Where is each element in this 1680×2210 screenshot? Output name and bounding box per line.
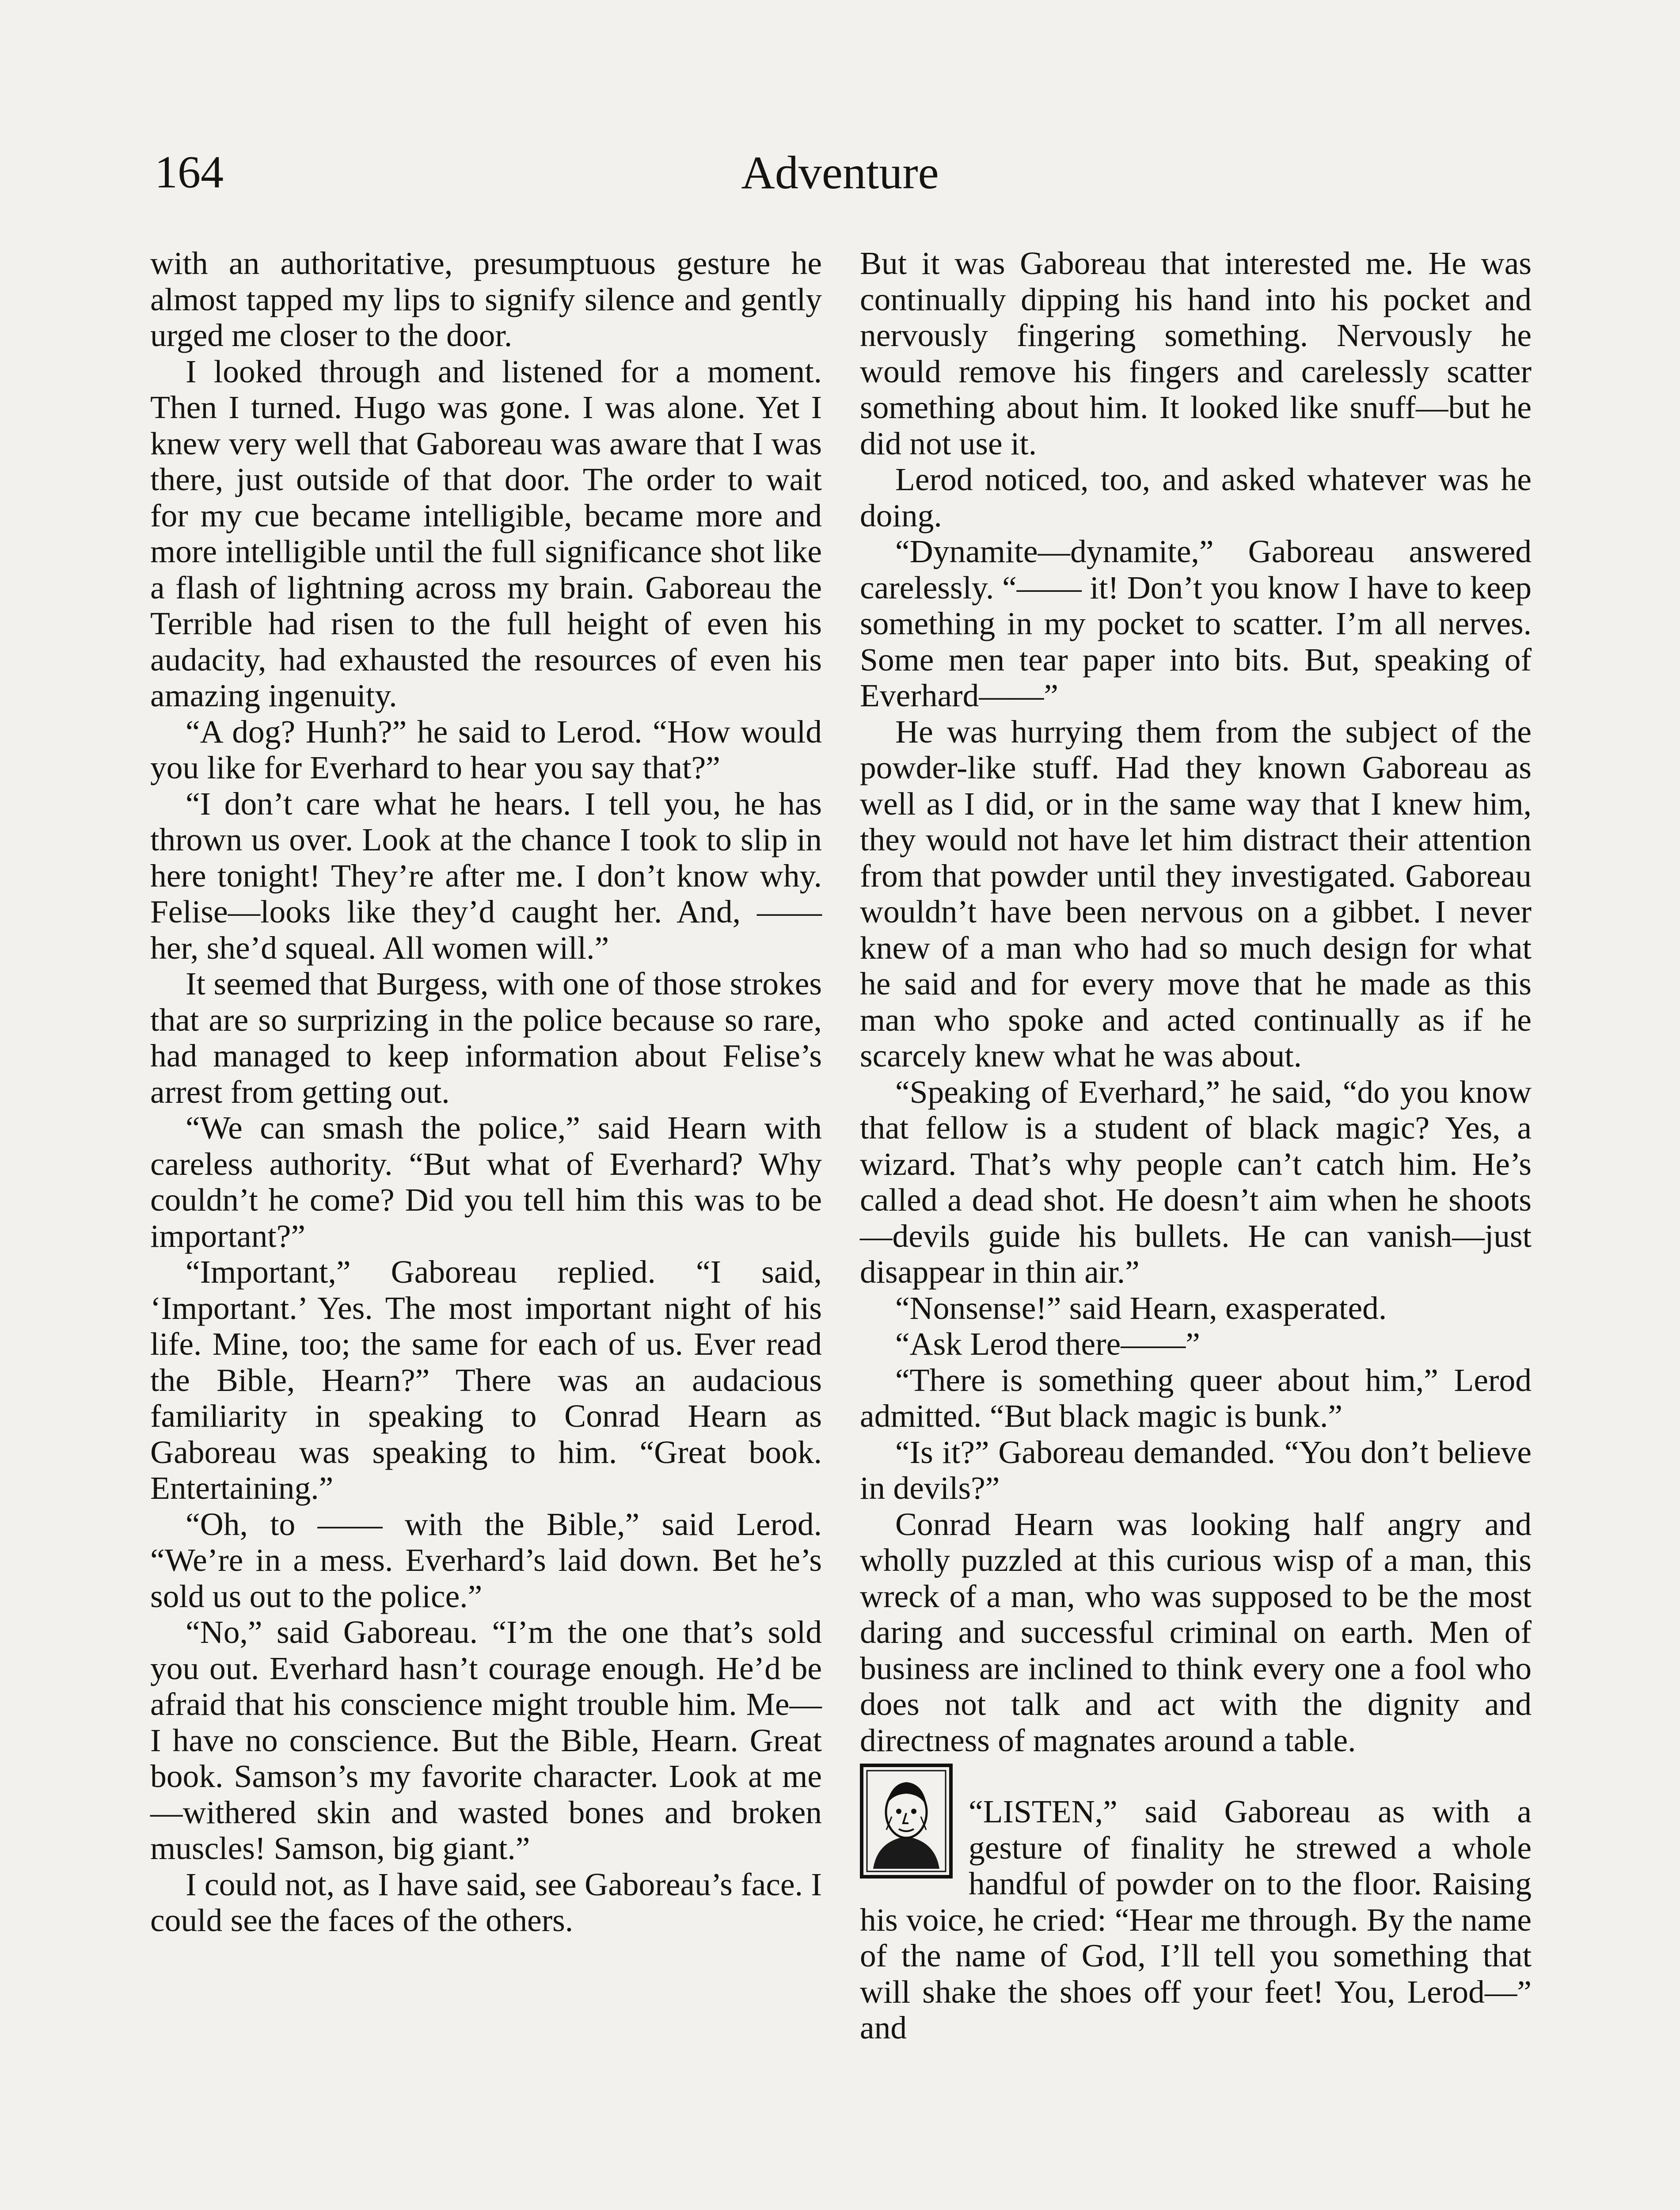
paragraph: Lerod noticed, too, and asked whatever was he doing. <box>860 461 1532 533</box>
paragraph: I could not, as I have said, see Gaboreau’s face. I could see the faces of the others. <box>150 1866 822 1938</box>
page-number: 164 <box>155 147 224 198</box>
left-column <box>150 245 822 1939</box>
paragraph: “Important,” Gaboreau replied. “I said, ‘Important.’ Yes. The most important night of his life. Mine, too; the same for each of us. Ever read the Bible, Hearn?” There was an audacious familiarity in speaking to Conrad Hearn as Gaboreau was speaking to him. “Great book. Entertaining.” <box>150 1254 822 1506</box>
paragraph: “Dynamite—dynamite,” Gaboreau answered carelessly. “—— it! Don’t you know I have to keep something in my pocket to scatter. I’m all nerves. Some men tear paper into bits. But, speaking of Everhard——” <box>860 533 1532 713</box>
paragraph: He was hurrying them from the subject of the powder-like stuff. Had they known Gaboreau as well as I did, or in the same way that I knew him, they would not have let him distract their attention from that powder until they investigated. Gaboreau wouldn’t have been nervous on a gibbet. I never knew of a man who had so much design for what he said and for every move that he made as this man who spoke and acted continually as if he scarcely knew what he was about. <box>860 713 1532 1074</box>
paragraph: “Is it?” Gaboreau demanded. “You don’t believe in devils?” <box>860 1434 1532 1506</box>
paragraph: with an authoritative, presumptuous gesture he almost tapped my lips to signify silence and gently urged me closer to the door. <box>150 245 822 353</box>
page-header <box>150 146 1530 217</box>
paragraph: It seemed that Burgess, with one of those strokes that are so surprizing in the police because so rare, had managed to keep information about Felise’s arrest from getting out. <box>150 966 822 1110</box>
right-column <box>860 245 1532 2046</box>
paragraph: I looked through and listened for a moment. Then I turned. Hugo was gone. I was alone. Yet I knew very well that Gaboreau was aware that I was there, just outside of that door. The order to wait for my cue became intelligible, became more and more intelligible until the full significance shot like a flash of lightning across my brain. Gaboreau the Terrible had risen to the full height of even his audacity, had exhausted the resources of even his amazing ingenuity. <box>150 353 822 713</box>
paragraph: “I don’t care what he hears. I tell you, he has thrown us over. Look at the chance I took to slip in here tonight! They’re after me. I don’t know why. Felise—looks like they’d caught her. And, —— her, she’d squeal. All women will.” <box>150 785 822 966</box>
paragraph: “LISTEN,” said Gaboreau as with a gesture of finality he strewed a whole handful of powder on to the floor. Raising his voice, he cried: “Hear me through. By the name of the name of God, I’ll tell you something that will shake the shoes off your feet! You, Lerod—” and <box>860 1794 1532 2046</box>
running-head: Adventure <box>741 147 939 198</box>
paragraph: “We can smash the police,” said Hearn with careless authority. “But what of Everhard? Why couldn’t he come? Did you tell him this was to be important?” <box>150 1110 822 1254</box>
portrait-vignette-icon <box>860 1764 953 1878</box>
paragraph: “A dog? Hunh?” he said to Lerod. “How would you like for Everhard to hear you say that?” <box>150 713 822 785</box>
paragraph: “Ask Lerod there——” <box>895 1326 1200 1362</box>
paragraph: Conrad Hearn was looking half angry and wholly puzzled at this curious wisp of a man, this wreck of a man, who was supposed to be the most daring and successful criminal on earth. Men of business are inclined to think every one a fool who does not talk and act with the dignity and directness of magnates around a table. <box>860 1506 1532 1758</box>
paragraph: But it was Gaboreau that interested me. He was continually dipping his hand into his pocket and nervously fingering something. Nervously he would remove his fingers and carelessly scatter something about him. It looked like snuff—but he did not use it. <box>860 245 1532 461</box>
paragraph: “Speaking of Everhard,” he said, “do you know that fellow is a student of black magic? Yes, a wizard. That’s why people can’t catch him. He’s called a dead shot. He doesn’t aim when he shoots—devils guide his bullets. He can vanish—just disappear in thin air.” <box>860 1074 1532 1290</box>
paragraph: “There is something queer about him,” Lerod admitted. “But black magic is bunk.” <box>860 1362 1532 1434</box>
paragraph: “Oh, to —— with the Bible,” said Lerod. “We’re in a mess. Everhard’s laid down. Bet he’s sold us out to the police.” <box>150 1506 822 1614</box>
paragraph: “No,” said Gaboreau. “I’m the one that’s sold you out. Everhard hasn’t courage enough. He’d be afraid that his conscience might trouble him. Me—I have no conscience. But the Bible, Hearn. Great book. Samson’s my favorite character. Look at me—withered skin and wasted bones and broken muscles! Samson, big giant.” <box>150 1614 822 1866</box>
paragraph: “Nonsense!” said Hearn, exasperated. <box>895 1290 1387 1326</box>
